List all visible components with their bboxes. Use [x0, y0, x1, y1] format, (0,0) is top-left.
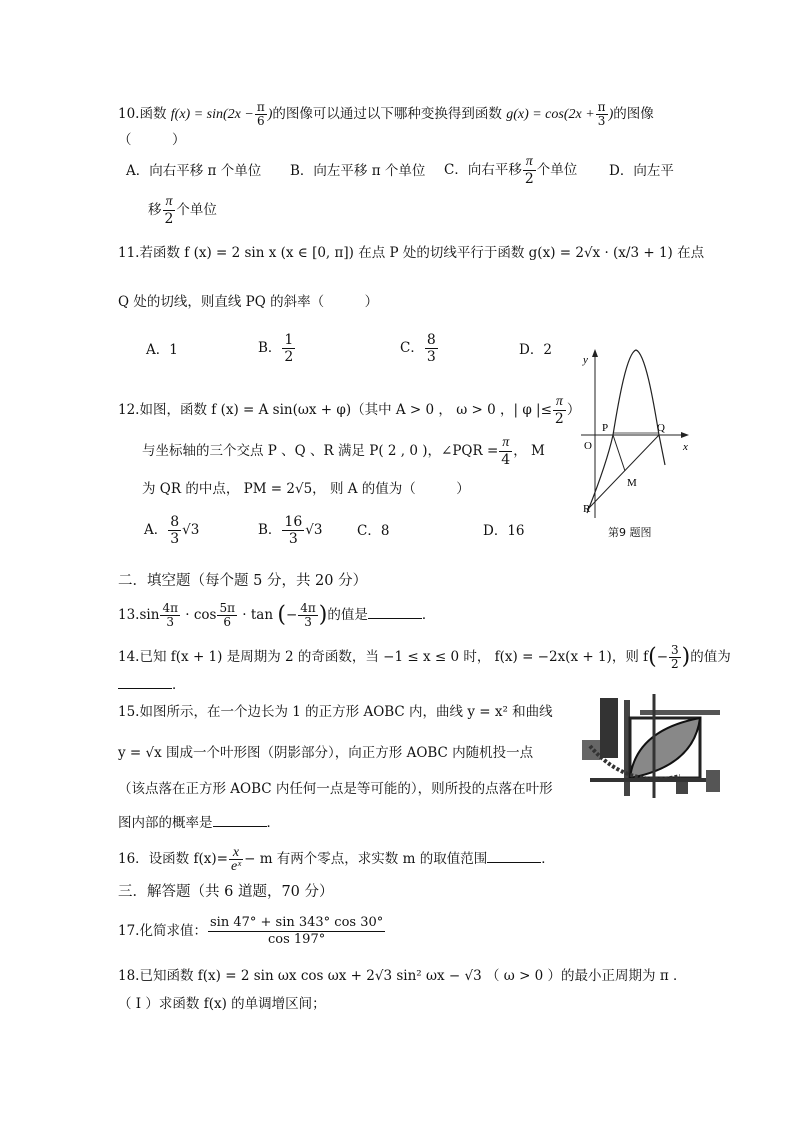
q12-option-d: D．16: [483, 523, 525, 539]
q12-line2: 与坐标轴的三个交点 P 、Q 、R 满足 P( 2 , 0 )，∠PQR = $\frac{\pi}{4}$ ， M: [142, 435, 545, 468]
q10-option-b: B．向左平移 π 个单位: [290, 163, 426, 179]
q15-answer-blank[interactable]: [213, 812, 267, 827]
leaf-shaded-region: [630, 718, 700, 778]
q17-line: 17.化简求值： $\frac{\sin 47^\circ + \sin 343^\circ \cos 30^\circ}{\cos 197^\circ}$: [118, 915, 384, 947]
label-R: R: [583, 503, 591, 515]
q15-number: 15.: [118, 704, 140, 720]
q14-answer-blank[interactable]: [118, 674, 172, 689]
figure-noise-block-3: [640, 710, 720, 715]
q12-option-c: C．8: [357, 523, 390, 539]
q11-option-a: A．1: [146, 342, 178, 358]
q10-option-d-cont: 移 $\frac{\pi}{2}$ 个单位: [148, 194, 217, 227]
figure-noise-block-1: [600, 698, 618, 758]
label-O: O: [584, 440, 592, 452]
q11-option-c: C． $\frac{8}{3}$: [400, 332, 436, 365]
q14-line1: 14.已知 f(x + 1) 是周期为 2 的奇函数，当 −1 ≤ x ≤ 0 时， f(x) = −2x(x + 1)，则 f(− $\frac{3}{2}$ )的值为: [118, 643, 731, 671]
q15-line2: y = √x 围成一个叶形图（阴影部分），向正方形 AOBC 内随机投一点: [118, 745, 534, 761]
q11-option-b: B． $\frac{1}{2}$: [258, 332, 294, 365]
q10-bracket: （ ）: [118, 132, 186, 148]
segment-QR: [589, 435, 659, 508]
label-y: y: [583, 354, 588, 366]
section-2-heading: 二．填空题（每个题 5 分，共 20 分）: [118, 573, 368, 589]
q18-number: 18.: [118, 968, 140, 984]
figure-noise-block-6: [706, 770, 720, 792]
figure-noise-block-5: [676, 782, 688, 794]
label-Q: Q: [657, 422, 665, 434]
q12-option-b: B． $\frac{16}{3}$ √3: [258, 514, 323, 547]
q10-g-formula: g(x) = cos(2x +: [506, 107, 595, 122]
q10-option-a: A．向右平移 π 个单位: [126, 163, 262, 179]
q18-line2: （ I ）求函数 f(x) 的单调增区间；: [118, 996, 326, 1012]
q10-line1: 10.函数 f(x) = sin(2x − $\frac{\pi}{6}$ )的图像可以通过以下哪种变换得到函数 g(x) = cos(2x + $\frac{\pi}{3}$ )的图像: [118, 100, 654, 128]
q15-line3: （该点落在正方形 AOBC 内任何一点是等可能的），则所投的点落在叶形: [118, 781, 553, 797]
q11-option-d: D．2: [519, 342, 552, 358]
q10-option-d: D．向左平: [609, 163, 674, 179]
y-axis-arrow: [592, 349, 598, 357]
q13-number: 13.: [118, 607, 140, 623]
q12-line3: 为 QR 的中点， PM = 2√5， 则 A 的值为（ ）: [142, 481, 470, 497]
q16-number: 16．: [118, 851, 149, 867]
q14-number: 14.: [118, 649, 140, 665]
q11-line1: 11.若函数 f (x) = 2 sin x (x ∈ [0, π]) 在点 P 处的切线平行于函数 g(x) = 2√x · (x/3 + 1) 在点: [118, 245, 705, 261]
q13-line: 13.sin $\frac{4\pi}{3}$ · cos $\frac{5\pi}{6}$ · tan (− $\frac{4\pi}{3}$ )的值是 ．: [118, 601, 436, 629]
label-P: P: [602, 422, 609, 434]
q12-figure-caption: 第9 题图: [608, 526, 652, 539]
q18-line1: 18.已知函数 f(x) = 2 sin ωx cos ωx + 2√3 sin² ωx − √3 （ ω > 0 ）的最小正周期为 π ．: [118, 968, 687, 984]
q14-line2: ．: [118, 674, 186, 695]
segment-PM: [613, 435, 625, 471]
q12-sine-graph-figure: [575, 343, 695, 523]
label-M: M: [627, 477, 637, 489]
q15-line1: 15.如图所示，在一个边长为 1 的正方形 AOBC 内，曲线 y = x² 和曲线: [118, 704, 553, 720]
q17-number: 17.: [118, 923, 140, 939]
x-axis-arrow: [681, 432, 689, 438]
figure-noise-block-4: [582, 740, 600, 760]
q15-leaf-figure: [580, 690, 726, 802]
q11-line2: Q 处的切线，则直线 PQ 的斜率（ ）: [118, 294, 379, 310]
section-3-heading: 三．解答题（共 6 道题，70 分）: [118, 884, 334, 900]
q13-answer-blank[interactable]: [368, 604, 422, 619]
q10-number: 10.: [118, 106, 140, 122]
q10-f-formula: f(x) = sin(2x −: [170, 107, 254, 122]
q10-option-c: C．向右平移 $\frac{\pi}{2}$ 个单位: [444, 154, 578, 187]
q16-line: 16．设函数 f(x)= $\frac{x}{\text{eˣ}}$ − m 有两个零点，求实数 m 的取值范围 ．: [118, 845, 555, 874]
sine-curve: [587, 350, 665, 513]
q11-number: 11.: [118, 245, 140, 261]
label-x: x: [683, 441, 688, 453]
q16-answer-blank[interactable]: [487, 848, 541, 863]
q12-number: 12.: [118, 402, 140, 418]
q12-option-a: A． $\frac{8}{3}$ √3: [144, 514, 200, 547]
q12-line1: 12.如图，函数 f (x) = A sin(ωx + φ)（其中 A > 0 ， ω > 0 ，| φ |≤ $\frac{\pi}{2}$ ）: [118, 394, 581, 427]
q15-line4: 图内部的概率是 ．: [118, 812, 280, 833]
